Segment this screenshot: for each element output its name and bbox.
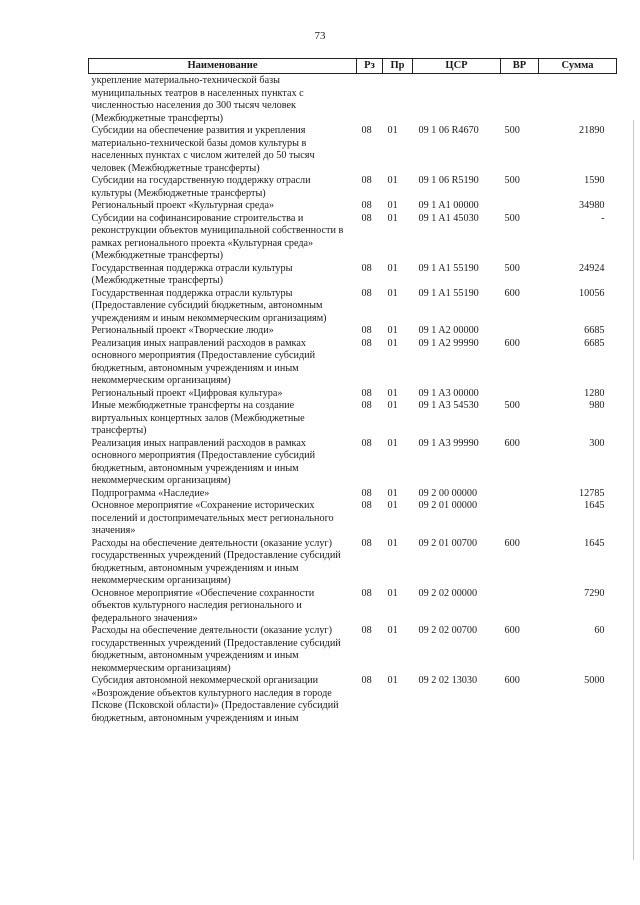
header-sum: Сумма (539, 59, 617, 74)
cell-sum: 12785 (579, 487, 605, 499)
cell-sum: 60 (594, 625, 605, 636)
cell-pr: 01 (387, 212, 398, 224)
cell-vr: 500 (504, 212, 520, 224)
cell-rz: 08 (361, 125, 372, 136)
cell-csr: 09 2 01 00000 (418, 500, 478, 511)
cell-csr: 09 1 A2 00000 (418, 325, 479, 336)
table-row (89, 625, 617, 675)
cell-rz: 08 (361, 325, 372, 336)
cell-csr: 09 1 A1 00000 (418, 200, 479, 211)
cell-pr: 01 (387, 387, 398, 399)
cell-sum: 21890 (579, 125, 605, 136)
cell-sum: 10056 (579, 287, 605, 299)
cell-rz: 08 (361, 175, 372, 186)
cell-rz: 08 (361, 337, 372, 349)
cell-rz: 08 (361, 200, 372, 211)
cell-pr: 01 (387, 337, 398, 349)
table-body (89, 74, 617, 726)
cell-csr: 09 1 A3 99990 (418, 437, 479, 449)
cell-csr: 09 1 A3 00000 (418, 387, 479, 399)
cell-pr: 01 (387, 487, 398, 499)
cell-sum: 1280 (584, 387, 605, 399)
cell-name: Субсидия автономной некоммерческой организации «Возрождение объектов культурного наследия в городе Пскове (Псковской области)» (Предоставление субсидий бюджетным, автономным учреждениям и иным (91, 675, 339, 724)
cell-rz: 08 (361, 625, 372, 636)
cell-vr: 500 (504, 262, 520, 274)
cell-pr: 01 (387, 675, 398, 686)
cell-pr: 01 (387, 262, 398, 274)
header-vr: ВР (501, 59, 539, 74)
table-row (89, 213, 617, 263)
cell-name: Основное мероприятие «Обеспечение сохранности объектов культурного наследия регионального и федерального значения» (91, 587, 315, 624)
header-name: Наименование (89, 59, 357, 74)
cell-sum (539, 74, 617, 126)
table-row (89, 400, 617, 438)
cell-vr (501, 74, 539, 126)
cell-name: Государственная поддержка отрасли культуры (Межбюджетные трансферты) (91, 262, 293, 286)
cell-sum: 5000 (584, 675, 605, 686)
cell-name: Региональный проект «Культурная среда» (91, 200, 275, 211)
cell-sum: 7290 (584, 587, 605, 599)
cell-rz: 08 (361, 675, 372, 686)
header-csr: ЦСР (413, 59, 501, 74)
cell-name: Государственная поддержка отрасли культуры (Предоставление субсидий бюджетным, автономным учреждениям и иным некоммерческим организациям) (91, 287, 327, 324)
table-header-row (89, 59, 617, 74)
cell-vr: 600 (504, 337, 520, 349)
cell-name: Субсидии на государственную поддержку отрасли культуры (Межбюджетные трансферты) (91, 175, 311, 199)
table-row (89, 74, 617, 126)
cell-sum: 300 (589, 437, 605, 449)
cell-rz: 08 (361, 262, 372, 274)
cell-csr: 09 1 A2 99990 (418, 337, 479, 349)
cell-rz: 08 (361, 537, 372, 549)
cell-name: Субсидии на софинансирование строительства и реконструкции объектов муниципальной собственности в рамках регионального проекта «Культурная среда» (Межбюджетные трансферты) (91, 212, 344, 261)
cell-csr: 09 2 00 00000 (418, 487, 478, 499)
cell-vr: 600 (504, 537, 520, 549)
cell-vr (501, 588, 539, 626)
table-row (89, 325, 617, 338)
cell-pr: 01 (387, 537, 398, 549)
budget-table (88, 58, 617, 725)
cell-vr: 500 (504, 125, 520, 136)
table-row (89, 438, 617, 488)
cell-vr: 500 (504, 400, 520, 411)
table-row (89, 500, 617, 538)
cell-csr: 09 2 01 00700 (418, 537, 478, 549)
cell-sum: 24924 (579, 262, 605, 274)
scan-edge-line (633, 120, 634, 860)
page-number: 73 (314, 30, 326, 42)
cell-name: Расходы на обеспечение деятельности (оказание услуг) государственных учреждений (Предоставление субсидий бюджетным, автономным учреждениям и иным некоммерческим организациям) (91, 537, 341, 586)
cell-rz: 08 (361, 400, 372, 411)
cell-vr (501, 388, 539, 401)
cell-vr (501, 488, 539, 501)
cell-vr: 600 (504, 625, 520, 636)
cell-pr: 01 (387, 125, 398, 136)
cell-name: Субсидии на обеспечение развития и укрепления материально-технической базы домов культуры в населенных пунктах с числом жителей до 50 тысяч человек (Межбюджетные трансферты) (91, 125, 315, 174)
cell-pr: 01 (387, 200, 398, 211)
cell-sum: 1645 (584, 537, 605, 549)
table-row (89, 388, 617, 401)
cell-csr: 09 2 02 13030 (418, 675, 478, 686)
cell-name: Региональный проект «Творческие люди» (91, 325, 274, 336)
cell-pr: 01 (387, 175, 398, 186)
table-row (89, 125, 617, 175)
cell-pr: 01 (387, 287, 398, 299)
cell-sum: 6685 (584, 337, 605, 349)
cell-name: укрепление материально-технической базы муниципальных театров в населенных пунктах с численностью населения до 300 тысяч человек (Межбюджетные трансферты) (91, 75, 304, 124)
cell-vr: 600 (504, 675, 520, 686)
cell-name: Иные межбюджетные трансферты на создание виртуальных концертных залов (Межбюджетные трансферты) (91, 400, 305, 436)
cell-pr (383, 74, 413, 126)
cell-csr: 09 2 02 00700 (418, 625, 478, 636)
cell-vr (501, 500, 539, 538)
cell-rz: 08 (361, 387, 372, 399)
cell-sum: - (601, 212, 605, 224)
table-row (89, 488, 617, 501)
cell-sum: 980 (589, 400, 605, 411)
cell-csr: 09 1 06 R4670 (418, 125, 479, 136)
table-row (89, 338, 617, 388)
table-row (89, 288, 617, 326)
cell-pr: 01 (387, 400, 398, 411)
cell-vr: 500 (504, 175, 520, 186)
cell-sum: 6685 (584, 325, 605, 336)
cell-rz (357, 74, 383, 126)
table-row (89, 588, 617, 626)
cell-rz: 08 (361, 437, 372, 449)
cell-pr: 01 (387, 625, 398, 636)
cell-csr: 09 1 A1 45030 (418, 212, 479, 224)
cell-rz: 08 (361, 487, 372, 499)
cell-name: Реализация иных направлений расходов в рамках основного мероприятия (Предоставление субсидий бюджетным, автономным учреждениям и иным некоммерческим организациям) (91, 337, 316, 386)
table-row (89, 675, 617, 725)
table-row (89, 175, 617, 200)
cell-csr (413, 74, 501, 126)
header-pr: Пр (383, 59, 413, 74)
cell-rz: 08 (361, 212, 372, 224)
cell-name: Расходы на обеспечение деятельности (оказание услуг) государственных учреждений (Предоставление субсидий бюджетным, автономным учреждениям и иным некоммерческим организациям) (91, 625, 341, 674)
cell-rz: 08 (361, 500, 372, 511)
cell-csr: 09 1 06 R5190 (418, 175, 479, 186)
cell-name: Реализация иных направлений расходов в рамках основного мероприятия (Предоставление субсидий бюджетным, автономным учреждениям и иным некоммерческим организациям) (91, 437, 316, 486)
cell-pr: 01 (387, 437, 398, 449)
cell-pr: 01 (387, 587, 398, 599)
cell-sum: 34980 (579, 200, 605, 211)
table-row (89, 538, 617, 588)
cell-csr: 09 1 A1 55190 (418, 262, 479, 274)
cell-sum: 1590 (584, 175, 605, 186)
header-rz: Рз (357, 59, 383, 74)
cell-sum: 1645 (584, 500, 605, 511)
cell-csr: 09 1 A1 55190 (418, 287, 479, 299)
cell-name: Региональный проект «Цифровая культура» (91, 387, 283, 399)
table-row (89, 200, 617, 213)
cell-pr: 01 (387, 325, 398, 336)
table-row (89, 263, 617, 288)
cell-vr (501, 325, 539, 338)
cell-vr: 600 (504, 287, 520, 299)
cell-rz: 08 (361, 587, 372, 599)
cell-csr: 09 2 02 00000 (418, 587, 478, 599)
cell-rz: 08 (361, 287, 372, 299)
cell-name: Основное мероприятие «Сохранение исторических поселений и достопримечательных мест регионального значения» (91, 500, 334, 536)
cell-name: Подпрограмма «Наследие» (91, 487, 210, 499)
cell-vr (501, 200, 539, 213)
cell-vr: 600 (504, 437, 520, 449)
cell-pr: 01 (387, 500, 398, 511)
cell-csr: 09 1 A3 54530 (418, 400, 479, 411)
